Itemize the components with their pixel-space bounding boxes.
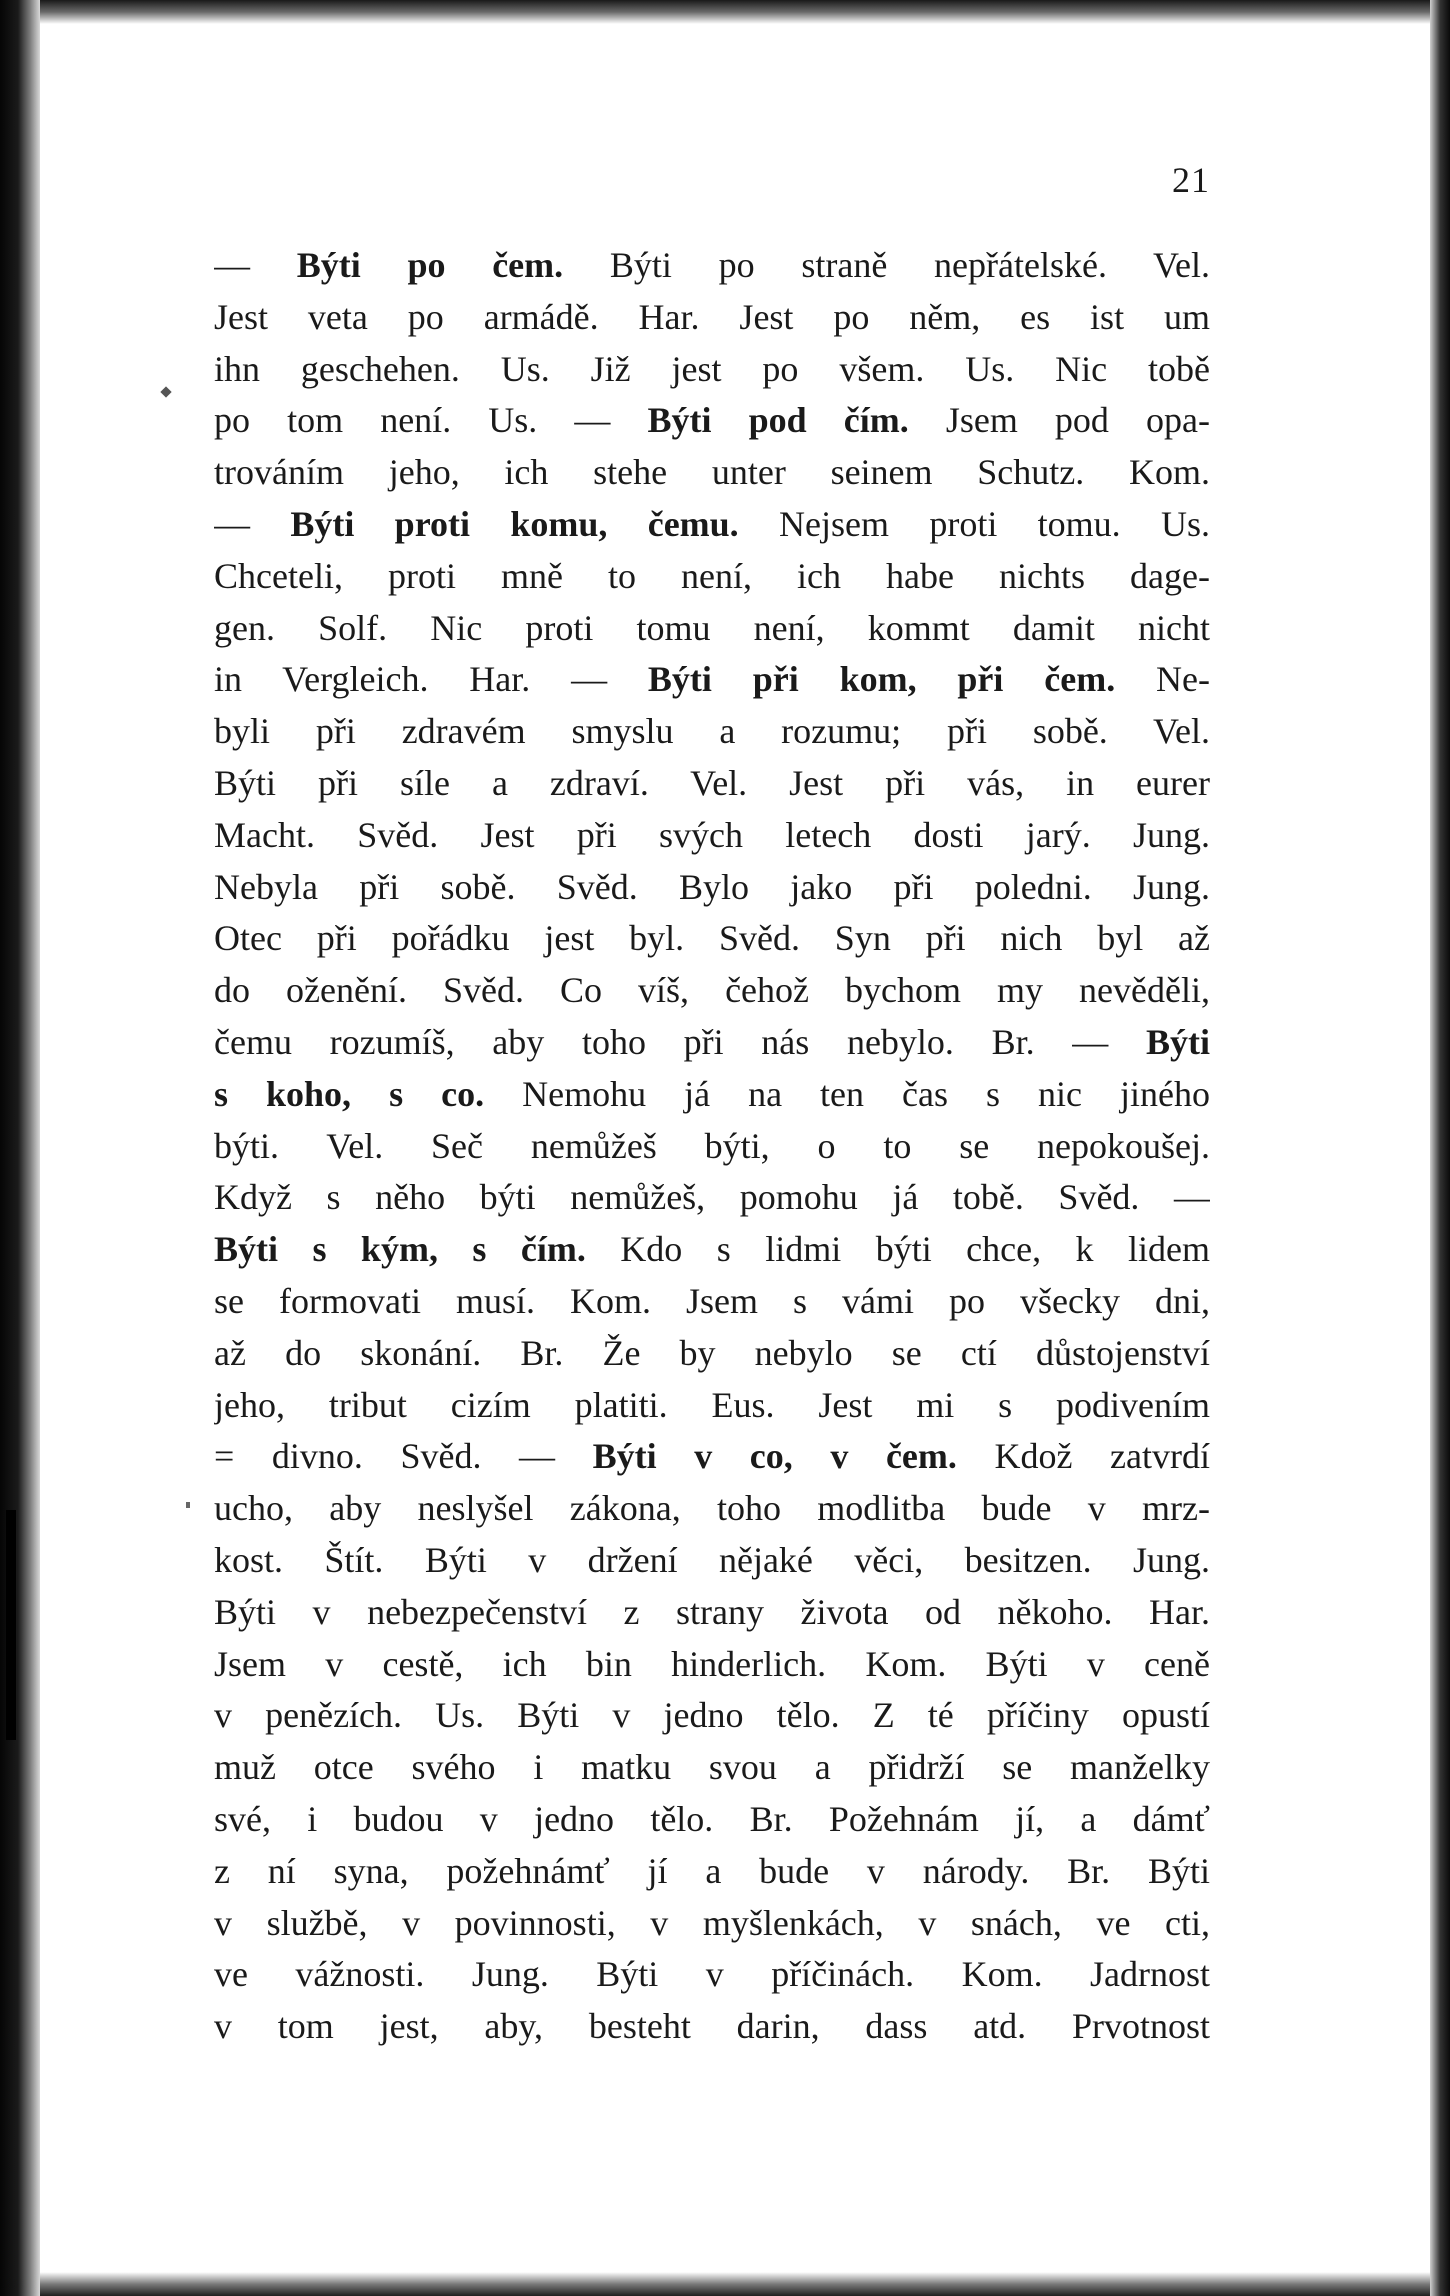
scan-bottom-edge	[0, 2272, 1450, 2296]
text-line	[214, 1328, 1210, 1380]
text-line	[214, 654, 1210, 706]
book-spine-shadow	[6, 1510, 16, 1740]
text-run: gen. Solf. Nic proti tomu není, kommt damit nicht	[214, 607, 1210, 648]
text-run: Macht. Svěd. Jest při svých letech dosti jarý. Jung.	[214, 814, 1210, 855]
text-run: trováním jeho, ich stehe unter seinem Schutz. Kom.	[214, 452, 1210, 493]
text-run: Nemohu já na ten čas s nic jiného	[484, 1073, 1210, 1114]
text-run: muž otce svého i matku svou a přidrží se manželky	[214, 1747, 1210, 1788]
text-run: Býti v nebezpečenství z strany života od někoho. Har.	[214, 1591, 1210, 1632]
text-line	[214, 1276, 1210, 1328]
text-line	[214, 1431, 1210, 1483]
text-line	[214, 1535, 1210, 1587]
text-line	[214, 292, 1210, 344]
headword: Býti pod čím.	[647, 400, 909, 441]
text-line	[214, 1121, 1210, 1173]
page-number: 21	[1172, 160, 1210, 200]
text-run: ihn geschehen. Us. Již jest po všem. Us. Nic tobě	[214, 348, 1210, 389]
text-run: Otec při pořádku jest byl. Svěd. Syn při nich byl až	[214, 918, 1210, 959]
text-line	[214, 551, 1210, 603]
text-line	[214, 344, 1210, 396]
text-run: ucho, aby neslyšel zákona, toho modlitba bude v mrz-	[214, 1488, 1210, 1529]
text-run: se formovati musí. Kom. Jsem s vámi po všecky dni,	[214, 1280, 1210, 1321]
text-run: v službě, v povinnosti, v myšlenkách, v snách, ve cti,	[214, 1902, 1210, 1943]
scan-right-edge	[1430, 0, 1450, 2296]
text-run: Když s něho býti nemůžeš, pomohu já tobě. Svěd. —	[214, 1177, 1210, 1218]
text-line	[214, 913, 1210, 965]
text-run: Býti při síle a zdraví. Vel. Jest při vás, in eurer	[214, 762, 1210, 803]
text-run: Býti po straně nepřátelské. Vel.	[563, 245, 1210, 285]
text-line	[214, 965, 1210, 1017]
text-run: čemu rozumíš, aby toho při nás nebylo. Br. —	[214, 1021, 1146, 1062]
text-line	[214, 395, 1210, 447]
text-run: jeho, tribut cizím platiti. Eus. Jest mi s podivením	[214, 1384, 1210, 1425]
text-line	[214, 1224, 1210, 1276]
text-run: byli při zdravém smyslu a rozumu; při sobě. Vel.	[214, 711, 1210, 752]
text-run: in Vergleich. Har. —	[214, 659, 648, 700]
text-line	[214, 1483, 1210, 1535]
text-run: Jest veta po armádě. Har. Jest po něm, es ist um	[214, 296, 1210, 337]
text-run: po tom není. Us. —	[214, 400, 648, 441]
text-run: —	[214, 245, 297, 285]
text-run: v tom jest, aby, besteht darin, dass atd. Prvotnost	[214, 2006, 1210, 2047]
text-line	[214, 862, 1210, 914]
text-run: = divno. Svěd. —	[214, 1436, 593, 1477]
text-line	[214, 1017, 1210, 1069]
text-run: býti. Vel. Seč nemůžeš býti, o to se nepokoušej.	[214, 1125, 1210, 1166]
text-run: z ní syna, požehnámť jí a bude v národy. Br. Býti	[214, 1850, 1210, 1891]
text-line	[214, 447, 1210, 499]
headword: Býti	[1145, 1021, 1210, 1062]
text-run: do oženění. Svěd. Co víš, čehož bychom my nevěděli,	[214, 970, 1210, 1011]
headword: Býti v co, v čem.	[592, 1436, 957, 1477]
text-line	[214, 1742, 1210, 1794]
text-line	[214, 1690, 1210, 1742]
text-line	[214, 1846, 1210, 1898]
text-line	[214, 2001, 1210, 2053]
text-line	[214, 1898, 1210, 1950]
print-speck	[186, 1502, 190, 1508]
text-run: Nebyla při sobě. Svěd. Bylo jako při poledni. Jung.	[214, 866, 1210, 907]
text-run: Kdo s lidmi býti chce, k lidem	[585, 1229, 1210, 1270]
scan-top-edge	[0, 0, 1450, 24]
headword: Býti při kom, při čem.	[647, 659, 1116, 700]
text-line	[214, 1794, 1210, 1846]
text-run: v penězích. Us. Býti v jedno tělo. Z té příčiny opustí	[214, 1695, 1210, 1736]
text-run: Ne-	[1115, 659, 1210, 700]
headword: Býti po čem.	[296, 245, 564, 285]
text-line	[214, 240, 1210, 292]
text-run: až do skonání. Br. Že by nebylo se ctí důstojenství	[214, 1332, 1210, 1373]
headword: Býti proti komu, čemu.	[290, 503, 739, 544]
text-line	[214, 603, 1210, 655]
text-run: Kdož zatvrdí	[956, 1436, 1210, 1477]
text-run: Chceteli, proti mně to není, ich habe nichts dage-	[214, 555, 1210, 596]
text-line	[214, 758, 1210, 810]
text-line	[214, 499, 1210, 551]
text-run: Jsem pod opa-	[908, 400, 1210, 441]
headword: s koho, s co.	[214, 1073, 485, 1114]
headword: Býti s kým, s čím.	[214, 1229, 586, 1270]
text-line	[214, 1949, 1210, 2001]
print-speck	[160, 386, 171, 397]
text-line	[214, 1069, 1210, 1121]
text-run: ve vážnosti. Jung. Býti v příčinách. Kom. Jadrnost	[214, 1954, 1210, 1995]
text-run: své, i budou v jedno tělo. Br. Požehnám jí, a dámť	[214, 1798, 1210, 1839]
text-run: —	[214, 503, 291, 544]
text-line	[214, 810, 1210, 862]
body-text	[214, 240, 1210, 2053]
text-run: Nejsem proti tomu. Us.	[738, 503, 1210, 544]
text-run: kost. Štít. Býti v držení nějaké věci, besitzen. Jung.	[214, 1539, 1210, 1580]
text-line	[214, 1380, 1210, 1432]
text-line	[214, 706, 1210, 758]
text-run: Jsem v cestě, ich bin hinderlich. Kom. Býti v ceně	[214, 1643, 1210, 1684]
text-line	[214, 1587, 1210, 1639]
text-line	[214, 1172, 1210, 1224]
scan-left-edge	[0, 0, 40, 2296]
text-line	[214, 1639, 1210, 1691]
